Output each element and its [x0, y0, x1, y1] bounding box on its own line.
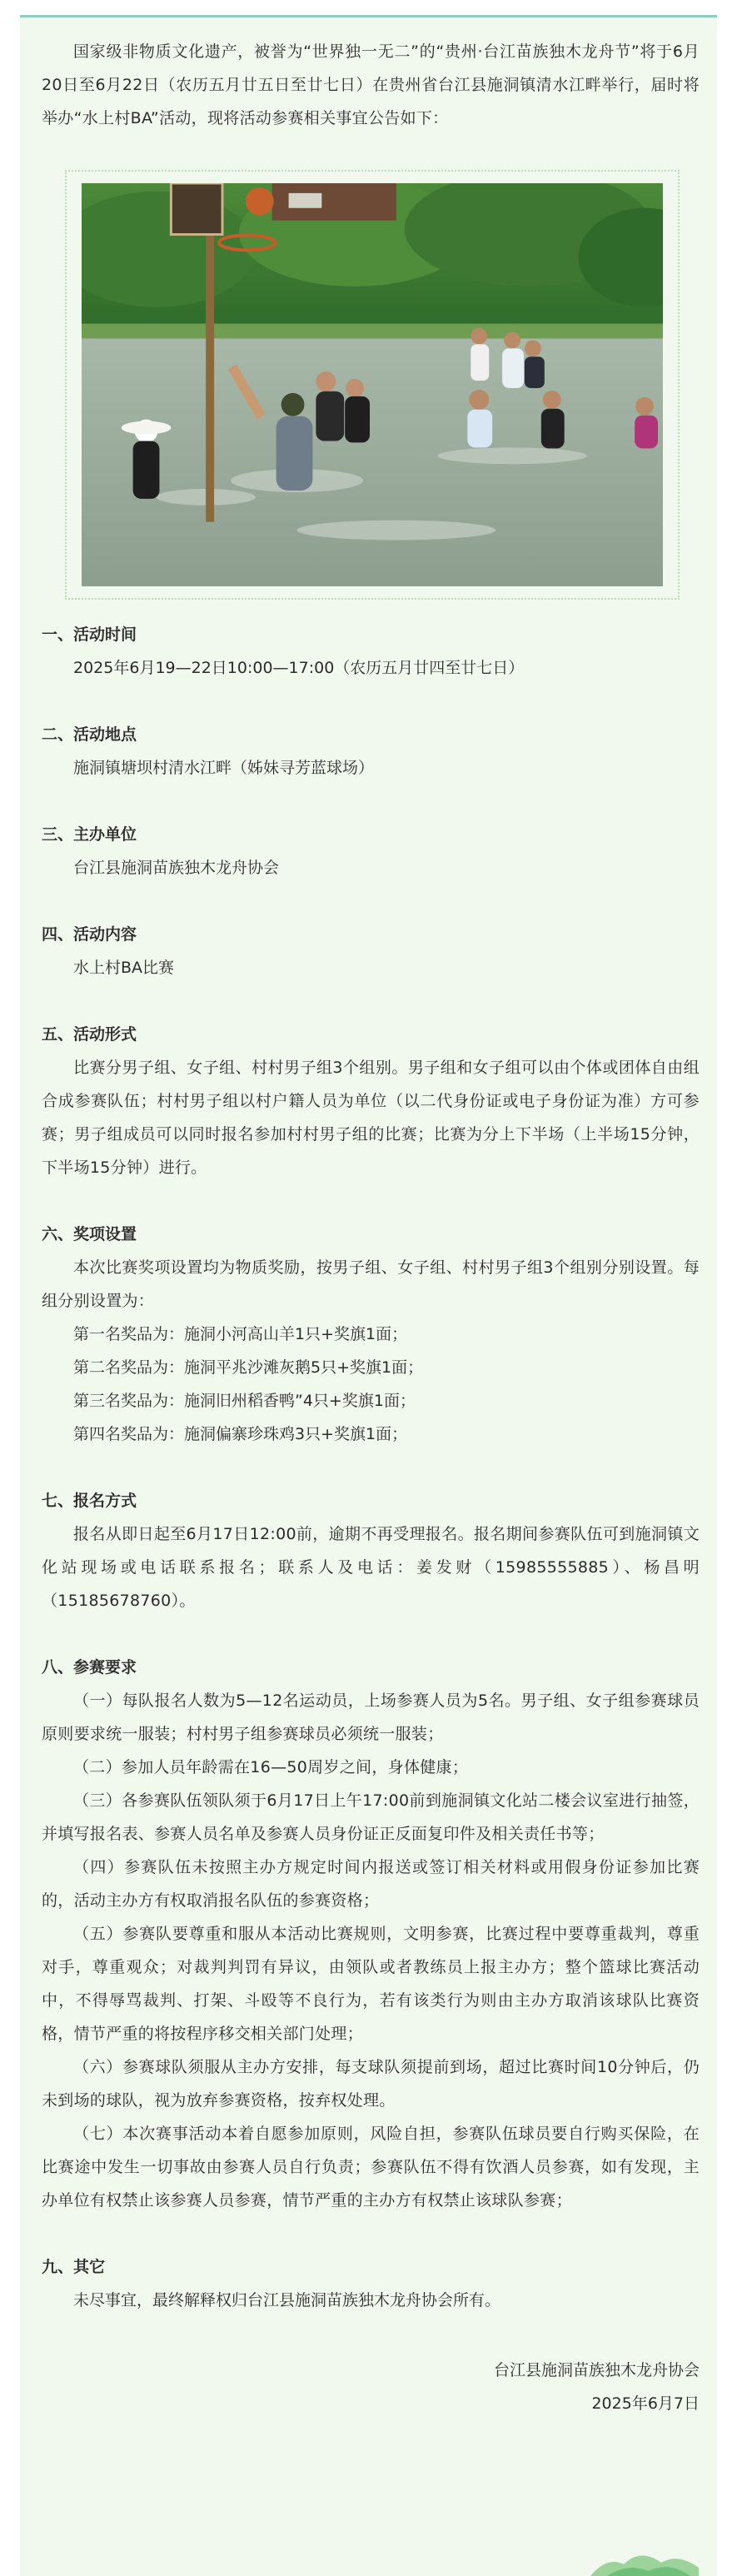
requirement-item-3: （三）各参赛队伍领队须于6月17日上午17:00前到施洞镇文化站二楼会议室进行抽签，并填写报名表、参赛人员名单及参赛人员身份证正反面复印件及相关责任书等； [42, 1791, 700, 1843]
footer-date: 2025年6月7日 [591, 2394, 700, 2413]
water-basketball-photo [82, 183, 663, 586]
requirement-item-2: （二）参加人员年龄需在16—50周岁之间，身体健康； [73, 1758, 469, 1776]
section-body-time: 2025年6月19—22日10:00—17:00（农历五月廿四至廿七日） [73, 659, 525, 677]
section-body-awards: 本次比赛奖项设置均为物质奖励，按男子组、女子组、村村男子组3个组别分别设置。每组分别设置为： [42, 1258, 700, 1310]
section-body-format: 比赛分男子组、女子组、村村男子组3个组别。男子组和女子组可以由个体或团体自由组合成参赛队伍；村村男子组以村户籍人员为单位（以二代身份证或电子身份证为准）方可参赛；男子组成员可以同时报名参加村村男子组的比赛；比赛为分上下半场（上半场15分钟，下半场15分钟）进行。 [42, 1059, 700, 1177]
prize-item-third: 第三名奖品为：施洞旧州稻香鸭”4只+奖旗1面； [73, 1392, 416, 1410]
requirement-item-4: （四）参赛队伍未按照主办方规定时间内报送或签订相关材料或用假身份证参加比赛的，活动主办方有权取消报名队伍的参赛资格； [42, 1858, 700, 1910]
photo-frame [65, 170, 680, 600]
section-title-other: 九、其它 [42, 2258, 106, 2276]
section-title-content: 四、活动内容 [42, 925, 137, 944]
section-title-awards: 六、奖项设置 [42, 1225, 137, 1243]
section-title-format: 五、活动形式 [42, 1025, 137, 1044]
prize-item-first: 第一名奖品为：施洞小河高山羊1只+奖旗1面； [73, 1325, 408, 1343]
section-body-organizer: 台江县施洞苗族独木龙舟协会 [73, 859, 280, 877]
prize-item-fourth: 第四名奖品为：施洞偏寨珍珠鸡3只+奖旗1面； [73, 1425, 408, 1443]
water-basketball-image [82, 183, 663, 586]
section-title-organizer: 三、主办单位 [42, 825, 137, 844]
requirement-item-6: （六）参赛球队须服从主办方安排，每支球队须提前到场，超过比赛时间10分钟后，仍未到场的球队，视为放弃参赛资格，按弃权处理。 [42, 2058, 700, 2110]
hill-decoration-icon [590, 2539, 699, 2576]
intro-paragraph: 国家级非物质文化遗产，被誉为“世界独一无二”的“贵州·台江苗族独木龙舟节”将于6月20日至6月22日（农历五月廿五日至廿七日）在贵州省台江县施洞镇清水江畔举行，届时将举办“水上村BA”活动，现将活动参赛相关事宜公告如下： [42, 42, 700, 127]
section-body-content: 水上村BA比赛 [73, 959, 175, 977]
section-body-registration: 报名从即日起至6月17日12:00前，逾期不再受理报名。报名期间参赛队伍可到施洞镇文化站现场或电话联系报名；联系人及电话：姜发财（15985555885）、杨昌明（15185678760）。 [42, 1525, 700, 1610]
section-title-registration: 七、报名方式 [42, 1492, 137, 1510]
section-title-time: 一、活动时间 [42, 625, 137, 644]
section-body-other: 未尽事宜，最终解释权归台江县施洞苗族独木龙舟协会所有。 [73, 2291, 501, 2309]
section-body-location: 施洞镇塘坝村清水江畔（姊妹寻芳蓝球场） [73, 759, 375, 777]
prize-item-second: 第二名奖品为：施洞平兆沙滩灰鹅5只+奖旗1面； [73, 1358, 424, 1377]
requirement-item-1: （一）每队报名人数为5—12名运动员，上场参赛人员为5名。男子组、女子组参赛球员原则要求统一服装；村村男子组参赛球员必须统一服装； [42, 1692, 700, 1743]
section-title-location: 二、活动地点 [42, 725, 137, 744]
article-content [42, 35, 700, 2420]
requirement-item-5: （五）参赛队要尊重和服从本活动比赛规则，文明参赛，比赛过程中要尊重裁判，尊重对手，尊重观众；对裁判判罚有异议，由领队或者教练员上报主办方；整个篮球比赛活动中，不得辱骂裁判、打架、斗殴等不良行为，若有该类行为则由主办方取消该球队比赛资格，情节严重的将按程序移交相关部门处理； [42, 1925, 700, 2043]
requirement-item-7: （七）本次赛事活动本着自愿参加原则，风险自担，参赛队伍球员要自行购买保险，在比赛途中发生一切事故由参赛人员自行负责；参赛队伍不得有饮酒人员参赛，如有发现，主办单位有权禁止该参赛人员参赛，情节严重的主办方有权禁止该球队参赛； [42, 2125, 700, 2210]
footer-organization: 台江县施洞苗族独木龙舟协会 [493, 2361, 700, 2379]
section-title-requirements: 八、参赛要求 [42, 1658, 137, 1677]
